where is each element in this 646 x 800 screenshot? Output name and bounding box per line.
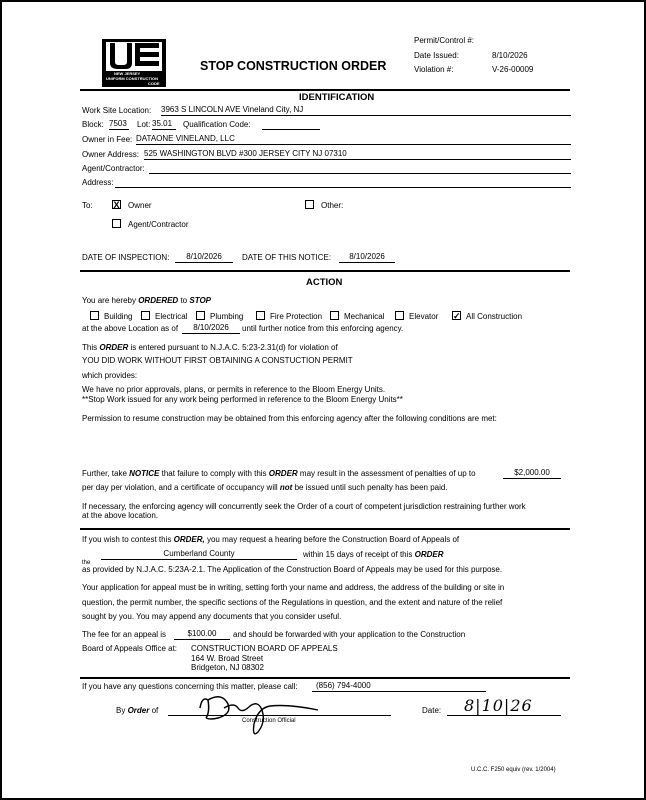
qual-label: Qualification Code: [183,120,251,129]
county-value: Cumberland County [101,549,297,560]
plumbing-checkbox[interactable] [196,311,205,320]
pursuant-line: This ORDER is entered pursuant to N.J.A.C. 5:23-2.31(d) for violation of [82,343,338,352]
all-construction-checkbox[interactable]: ✓ [453,311,461,321]
date-issued-label: Date Issued: [414,51,459,60]
work-site-label: Work Site Location: [82,106,152,115]
block-label: Block: [82,120,104,129]
logo-text-3: CODE [148,81,160,86]
as-provided-line: as provided by N.J.A.C. 5:23A-2.1. The Application of the Construction Board of Appeals may be used for this purpose. [82,565,503,574]
owner-checkbox[interactable]: X [113,200,120,210]
provides-line-2: **Stop Work issued for any work being performed in reference to the Bloom Energy Units** [82,395,403,404]
agent-option-label: Agent/Contractor [128,220,189,229]
plumbing-label: Plumbing [210,312,244,321]
identification-heading: IDENTIFICATION [299,92,375,103]
which-provides: which provides: [82,371,138,380]
other-checkbox[interactable] [305,200,314,209]
mechanical-checkbox[interactable] [330,311,339,320]
owner-option-label: Owner [128,201,152,210]
court-line-2: at the above location. [82,511,159,520]
violation-text: YOU DID WORK WITHOUT FIRST OBTAINING A CONSTUCTION PERMIT [82,356,353,365]
action-heading: ACTION [306,277,343,288]
electrical-label: Electrical [155,312,188,321]
board-city: Bridgeton, NJ 08302 [191,663,264,672]
owner-address-label: Owner Address: [82,150,139,159]
location-date: 8/10/2026 [182,323,240,334]
provides-line-1: We have no prior approvals, plans, or permits in reference to the Bloom Energy Units. [82,385,386,394]
permit-label: Permit/Control #: [414,36,475,45]
lot-label: Lot: [137,120,151,129]
within-line: within 15 days of receipt of this ORDER [303,550,444,559]
ordered-line: You are hereby ORDERED to STOP [82,296,211,305]
application-line-1: Your application for appeal must be in writing, setting forth your name and address, the address of the building or site in [82,583,505,592]
elevator-label: Elevator [409,312,439,321]
the-word: the [82,560,91,566]
to-label: To: [82,201,93,210]
date-issued-value: 8/10/2026 [492,51,528,60]
board-name: CONSTRUCTION BOARD OF APPEALS [191,644,338,653]
board-label: Board of Appeals Office at: [82,644,178,653]
fire-protection-label: Fire Protection [270,312,323,321]
lot-value: 35.01 [152,119,176,130]
phone-value: (856) 794-4000 [312,681,486,692]
fee-value: $100.00 [174,629,230,640]
by-order-line: By Order of [116,706,159,715]
other-option-label: Other: [321,201,344,210]
owner-fee-label: Owner in Fee: [82,135,133,144]
violation-value: V-26-00009 [492,65,534,74]
penalty-amount: $2,000.00 [503,468,561,479]
application-line-3: sought by you. You may append any documents that you consider useful. [82,612,342,621]
logo-text-2: UNIFORM CONSTRUCTION [106,76,158,81]
owner-address-value: 525 WASHINGTON BLVD #300 JERSEY CITY NJ 07310 [144,149,571,160]
court-line-1: If necessary, the enforcing agency will concurrently seek the Order of a court of competent jurisdiction restraining further work [82,502,526,511]
inspection-date-label: DATE OF INSPECTION: [82,253,170,262]
questions-text: If you have any questions concerning this matter, please call: [82,682,298,691]
fee-suffix: and should be forwarded with your application to the Construction [233,630,466,639]
signature-graphic [188,678,328,742]
board-street: 164 W. Broad Street [191,654,264,663]
application-line-2: question, the permit number, the specific sections of the Regulations in question, and the extent and nature of the relief [82,598,503,607]
block-value: 7503 [109,119,129,130]
notice-date-value: 8/10/2026 [339,252,395,263]
all-construction-label: All Construction [466,312,523,321]
penalty-line-1: Further, take NOTICE that failure to comply with this ORDER may result in the assessment of penalties of up to [82,469,476,478]
building-label: Building [104,312,133,321]
agent-checkbox[interactable] [112,219,121,228]
violation-label: Violation #: [414,65,454,74]
form-title: STOP CONSTRUCTION ORDER [200,59,387,73]
date-handwritten: 8|10|26 [464,696,533,715]
work-site-value: 3963 S LINCOLN AVE Vineland City, NJ [161,105,571,116]
logo-text-1: NEW JERSEY [114,71,141,76]
address-label: Address: [82,178,114,187]
official-label: Construction Official [242,718,296,724]
contest-line: If you wish to contest this ORDER, you may request a hearing before the Construction Board of Appeals of [82,535,460,544]
date-label: Date: [422,706,442,715]
penalty-line-2: per day per violation, and a certificate of occupancy will not be issued until such penalty has been paid. [82,483,448,492]
fire-protection-checkbox[interactable] [256,311,265,320]
notice-date-label: DATE OF THIS NOTICE: [242,253,332,262]
electrical-checkbox[interactable] [141,311,150,320]
agent-label: Agent/Contractor: [82,164,145,173]
elevator-checkbox[interactable] [395,311,404,320]
inspection-date-value: 8/10/2026 [175,252,233,263]
form-id: U.C.C. F250 equiv (rev. 1/2004) [471,767,556,773]
owner-fee-value: DATAONE VINELAND, LLC [136,134,571,145]
mechanical-label: Mechanical [344,312,385,321]
building-checkbox[interactable] [90,311,99,320]
fee-prefix: The fee for an appeal is [82,630,167,639]
permission-text: Permission to resume construction may be obtained from this enforcing agency after the following conditions are met: [82,414,497,423]
location-prefix: at the above Location as of [82,324,179,333]
location-suffix: until further notice from this enforcing agency. [242,324,404,333]
